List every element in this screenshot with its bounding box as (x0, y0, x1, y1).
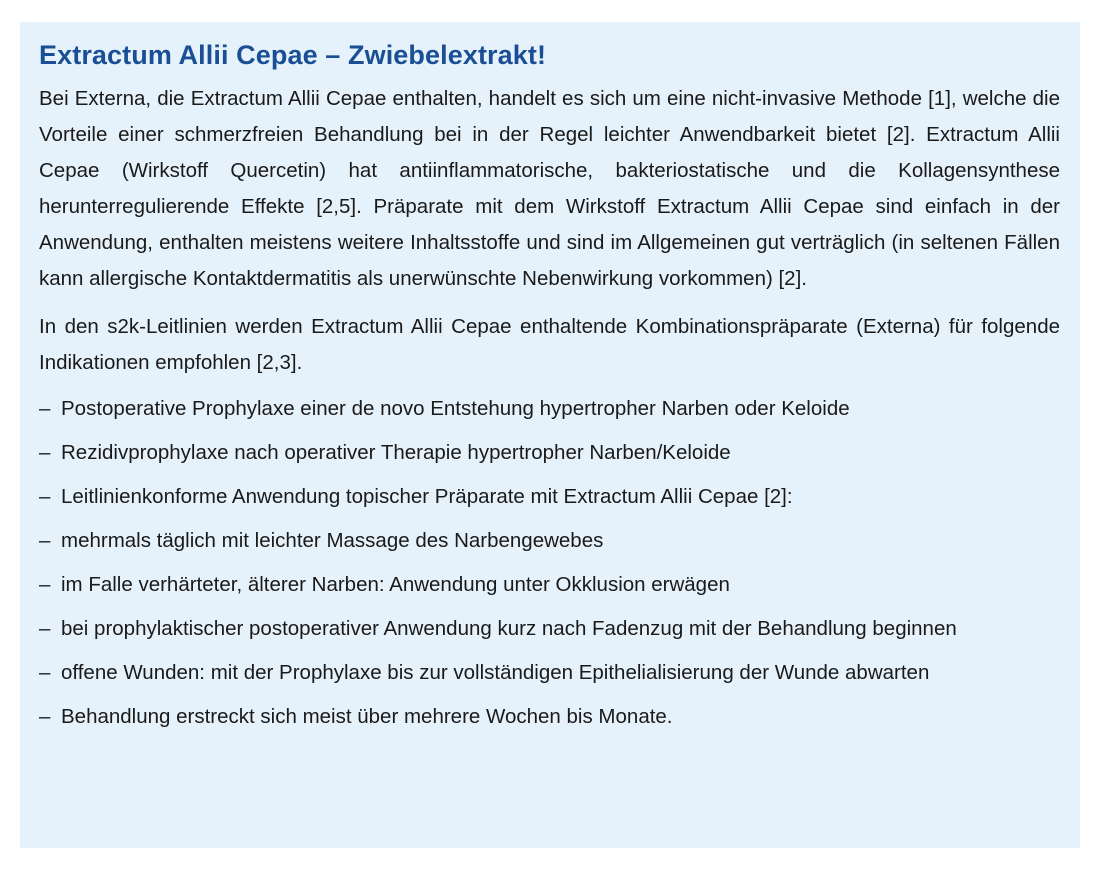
indication-list (39, 391, 1060, 734)
bullet-dash: – (39, 705, 51, 728)
info-box (20, 22, 1080, 848)
list-item (39, 567, 1060, 602)
list-item-text: Leitlinienkonforme Anwendung topischer Präparate mit Extractum Allii Cepae [2]: (61, 485, 793, 508)
list-item-text: Behandlung erstreckt sich meist über mehrere Wochen bis Monate. (61, 705, 673, 728)
list-item (39, 391, 1060, 426)
bullet-dash: – (39, 573, 51, 596)
list-item-text: bei prophylaktischer postoperativer Anwendung kurz nach Fadenzug mit der Behandlung beginnen (61, 617, 957, 640)
list-item (39, 699, 1060, 734)
list-item-text: mehrmals täglich mit leichter Massage des Narbengewebes (61, 529, 604, 552)
box-title: Extractum Allii Cepae – Zwiebelextrakt! (39, 40, 547, 70)
list-item (39, 523, 1060, 558)
list-item (39, 435, 1060, 470)
bullet-dash: – (39, 441, 51, 464)
bullet-dash: – (39, 617, 51, 640)
list-item-text: offene Wunden: mit der Prophylaxe bis zur vollständigen Epithelialisierung der Wunde abwarten (61, 661, 930, 684)
bullet-dash: – (39, 397, 51, 420)
list-item-text: Postoperative Prophylaxe einer de novo Entstehung hypertropher Narben oder Keloide (61, 397, 850, 420)
list-item (39, 611, 1060, 646)
list-item-text: Rezidivprophylaxe nach operativer Therapie hypertropher Narben/Keloide (61, 441, 731, 464)
list-item (39, 655, 1060, 690)
list-item (39, 479, 1060, 514)
bullet-dash: – (39, 661, 51, 684)
bullet-dash: – (39, 485, 51, 508)
paragraph-indications: In den s2k-Leitlinien werden Extractum Allii Cepae enthaltende Kombinationspräparate (Externa) für folgende Indikationen empfohlen [2,3]. (39, 315, 1060, 374)
paragraph-intro: Bei Externa, die Extractum Allii Cepae enthalten, handelt es sich um eine nicht-invasive Methode [1], welche die Vorteile einer schmerzfreien Behandlung bei in der Regel leichter Anwendbarkeit bietet [2]. Extractum Allii Cepae (Wirkstoff Quercetin) hat antiinflammatorische, bakteriostatische und die Kollagensynthese herunterregulierende Effekte [2,5]. Präparate mit dem Wirkstoff Extractum Allii Cepae sind einfach in der Anwendung, enthalten meistens weitere Inhaltsstoffe und sind im Allgemeinen gut verträglich (in seltenen Fällen kann allergische Kontaktdermatitis als unerwünschte Nebenwirkung vorkommen) [2]. (39, 87, 1060, 290)
bullet-dash: – (39, 529, 51, 552)
list-item-text: im Falle verhärteter, älterer Narben: Anwendung unter Okklusion erwägen (61, 573, 730, 596)
